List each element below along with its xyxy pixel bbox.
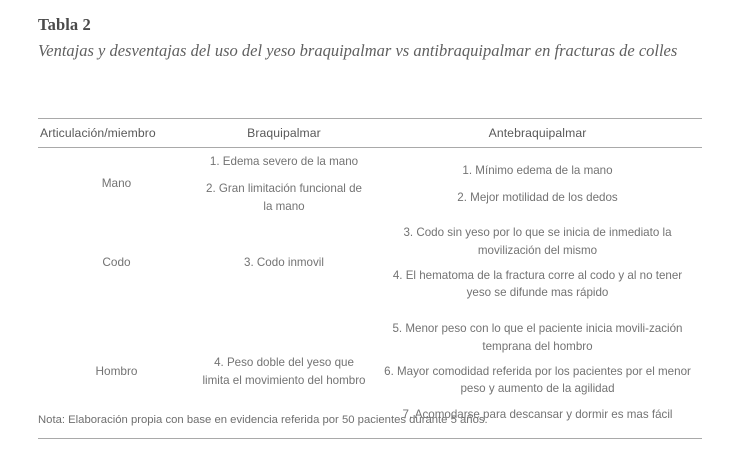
list-item: 2. Gran limitación funcional de la mano xyxy=(206,182,362,213)
list-item: 7. Acomodarse para descansar y dormir es mas fácil xyxy=(402,407,673,421)
list-item: 5. Menor peso con lo que el paciente inicia movili-zación temprana del hombro xyxy=(392,322,683,353)
list-item: 1. Mínimo edema de la mano xyxy=(462,163,613,177)
row-label-hombro: Hombro xyxy=(95,363,138,378)
table-number-label: Tabla 2 xyxy=(38,15,91,34)
cell-mano-antebraquipalmar xyxy=(373,148,702,221)
row-label-codo: Codo xyxy=(102,255,131,270)
table-title-text: Ventajas y desventajas del uso del yeso braquipalmar vs antibraquipalmar en fracturas de colles xyxy=(38,41,678,61)
table-row xyxy=(38,220,702,306)
table-header-row xyxy=(38,119,702,148)
table-body xyxy=(38,148,702,439)
comparison-table xyxy=(38,118,702,439)
list-item: 6. Mayor comodidad referida por los pacientes por el menor peso y aumento de la agilidad xyxy=(384,365,691,396)
cell-codo-braquipalmar xyxy=(195,220,373,306)
list-item: 2. Mejor motilidad de los dedos xyxy=(457,191,618,205)
column-header-braquipalmar: Braquipalmar xyxy=(247,126,321,140)
list-item: 1. Edema severo de la mano xyxy=(209,155,359,168)
list-item: 3. Codo sin yeso por lo que se inicia de inmediato la movilización del mismo xyxy=(403,226,672,257)
cell-mano-braquipalmar xyxy=(195,148,373,221)
list-item: 3. Codo inmovil xyxy=(244,256,324,270)
row-label-mano: Mano xyxy=(101,176,132,191)
table-caption xyxy=(38,14,702,63)
table-row xyxy=(38,148,702,221)
list-item: 4. El hematoma de la fractura corre al codo y al no tener yeso se difunde mas rápido xyxy=(392,268,683,300)
list-item: 4. Peso doble del yeso que limita el movimiento del hombro xyxy=(202,356,366,387)
table-header xyxy=(38,119,702,148)
table-note: Nota: Elaboración propia con base en evidencia referida por 50 pacientes durante 5 años. xyxy=(38,414,488,426)
cell-codo-antebraquipalmar xyxy=(373,220,702,306)
column-header-articulacion: Articulación/miembro xyxy=(40,126,156,140)
column-header-antebraquipalmar: Antebraquipalmar xyxy=(488,126,587,140)
table-container xyxy=(38,118,702,439)
